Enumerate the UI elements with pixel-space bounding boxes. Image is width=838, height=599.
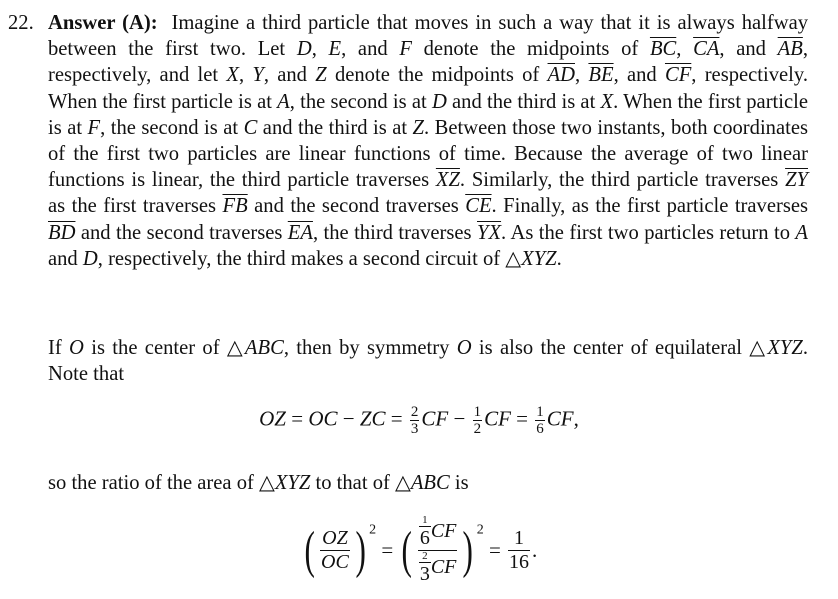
solution-text: Imagine a third particle that moves in such a way that it is always halfway between the first two. Let D, E, and F denote the midpoints of $\overline{BC}$, $\overline{CA}$, and $\overline{AB}$, respectively, and let X, Y, and Z denote the midpoints of $\overline{AD}$, $\overline{BE}$, and $\overline{CF}$, respectively. When the first particle is at A, the second is at D and the third is at X. When the first particle is at F, the second is at C and the third is at Z. Between those two instants, both coordinates of the first two particles are linear functions of time. Because the average of two linear functions is linear, the third particle traverses $\overline{XZ}$. Similarly, the third particle traverses $\overline{ZY}$ as the first traverses $\overline{FB}$ and the second traverses $\overline{CE}$. Finally, as the first particle traverses $\overline{BD}$ and the second traverses $\overline{EA}$, the third traverses $\overline{YX}$. As the first two particles return to A and D, respectively, the third makes a second circuit of △XYZ. [48, 12, 809, 270]
solution-paragraph-2: If O is the center of △ABC, then by symmetry O is also the center of equilateral △XYZ. Note that [48, 337, 808, 386]
ratio-sixth-over-two-thirds: 1 6 CF 2 3 CF [419, 514, 457, 585]
problem-number: 22. [8, 12, 34, 34]
equation-area-ratio: ( $\frac{OZ}{OC}$ ) $^2$ = ( 1 6 CF 2 3 CF ) $^2$ = $\frac{1}{16}$ . [304, 514, 538, 585]
result-one-sixteenth: $\frac{1}{16}$ [509, 527, 530, 573]
fraction-one-half: $\frac{1}{2}$ [473, 404, 482, 437]
solution-paragraph-3: so the ratio of the area of △XYZ to that of △ABC is [48, 472, 469, 494]
fraction-two-thirds: $\frac{2}{3}$ [410, 404, 419, 437]
ratio-oz-oc: $\frac{OZ}{OC}$ [321, 527, 349, 573]
equation-oz: OZ = OC − ZC = $\frac{2}{3}$ CF − $\frac{1}{2}$ CF = $\frac{1}{6}$ CF, [259, 404, 579, 437]
solution-paragraph-1 [8, 10, 809, 272]
fraction-one-sixth: $\frac{1}{6}$ [536, 404, 544, 437]
answer-label: Answer (A): [48, 12, 158, 34]
